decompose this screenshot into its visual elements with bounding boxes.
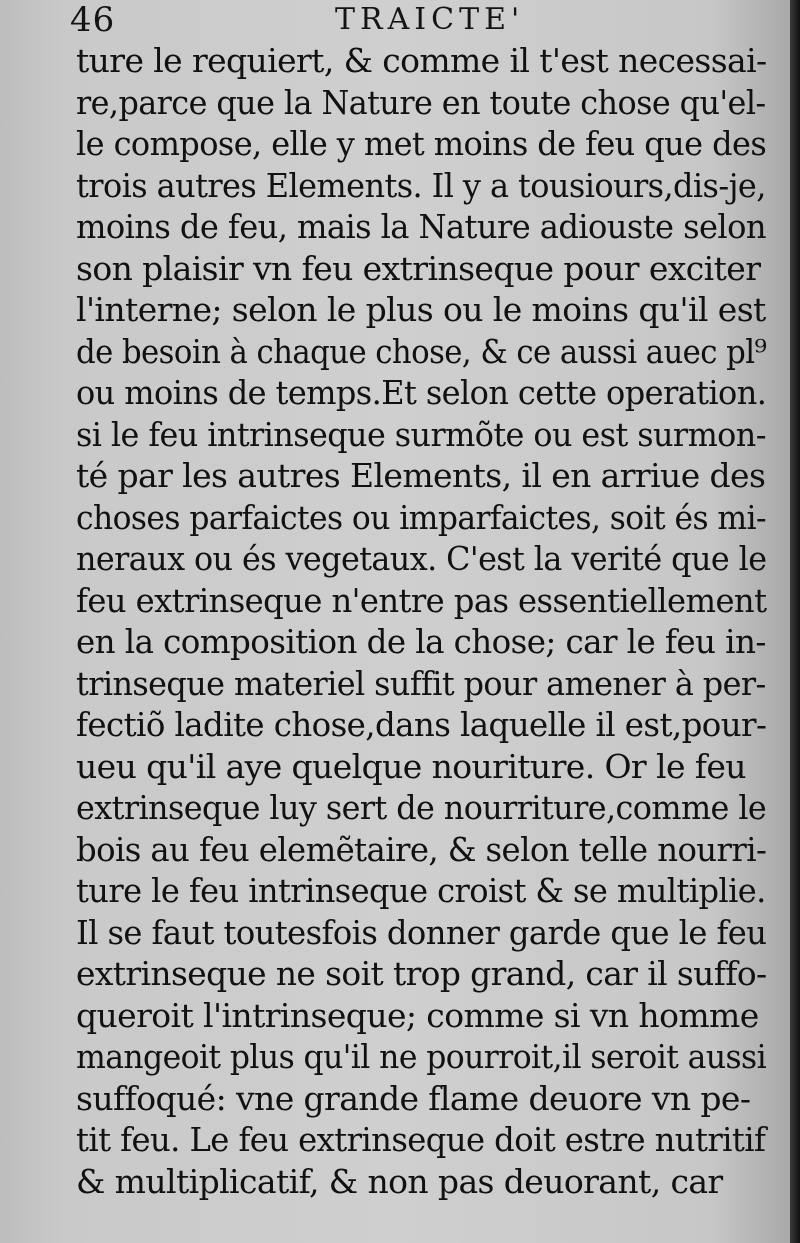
body-text [76,40,766,1202]
text-line: feu extrinseque n'entre pas essentiellement [76,580,767,620]
text-line: fectiõ ladite chose,dans laquelle il est,pour- [76,705,767,744]
text-line: ueu qu'il aye quelque nouriture. Or le feu [76,746,746,786]
text-line: tit feu. Le feu extrinseque doit estre nutritif [76,1120,766,1159]
text-line: en la composition de la chose; car le feu in- [76,622,766,661]
text-line: si le feu intrinseque surmõte ou est surmon- [76,414,766,454]
page-header [0,0,790,44]
running-head: TRAICTE' [335,2,525,37]
text-line: té par les autres Elements, il en arriue des [76,456,766,495]
text-line: ture le requiert, & comme il t'est necessai- [76,41,767,80]
text-line: extrinseque luy sert de nourriture,comme le [76,788,767,827]
text-line: trois autres Elements. Il y a tousiours,dis-je, [76,165,766,205]
text-line: ture le feu intrinseque croist & se multiplie. [76,871,766,910]
text-line: bois au feu elemẽtaire, & selon telle nourri- [76,829,767,869]
text-line: extrinseque ne soit trop grand, car il suffo- [76,954,767,993]
text-line: le compose, elle y met moins de feu que des [76,124,767,163]
text-line: moins de feu, mais la Nature adiouste selon [76,207,766,246]
page-edge-shadow [790,0,800,1243]
page-number: 46 [70,0,116,40]
text-line: & multiplicatif, & non pas deuorant, car [76,1161,723,1201]
text-line: suffoqué: vne grande flame deuore vn pe- [76,1078,751,1118]
text-line: ou moins de temps.Et selon cette operation. [76,373,767,412]
text-line: de besoin à chaque chose, & ce aussi auec pl⁹ [76,331,767,371]
text-line: son plaisir vn feu extrinseque pour exciter [76,248,761,288]
text-line: l'interne; selon le plus ou le moins qu'il est [76,290,766,329]
text-line: choses parfaictes ou imparfaictes, soit és mi- [76,497,767,537]
text-line: re,parce que la Nature en toute chose qu'el- [76,82,766,122]
text-line: Il se faut toutesfois donner garde que le feu [76,912,767,952]
text-line: neraux ou és vegetaux. C'est la verité que le [76,539,767,578]
text-line: queroit l'intrinseque; comme si vn homme [76,995,759,1035]
text-line: mangeoit plus qu'il ne pourroit,il seroit aussi [76,1037,767,1076]
text-line: trinseque materiel suffit pour amener à per- [76,663,766,703]
